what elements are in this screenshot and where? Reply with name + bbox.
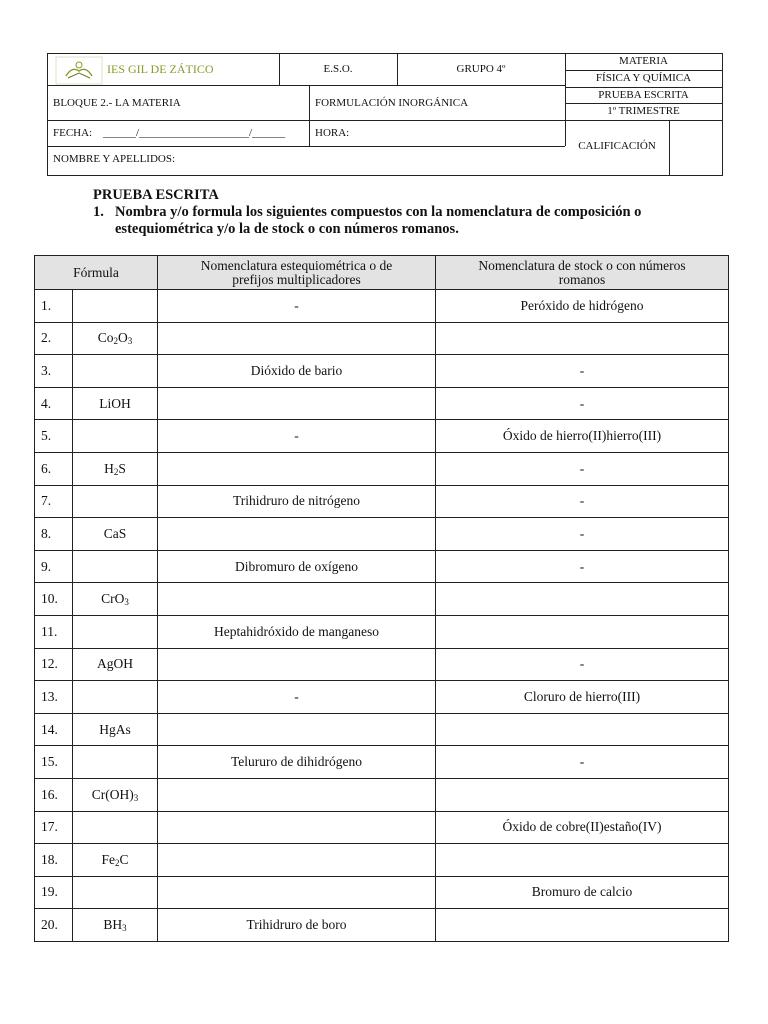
header-table (47, 53, 723, 176)
stock-cell: - (436, 485, 729, 518)
esteq-cell: - (158, 420, 436, 453)
formula-cell (73, 713, 158, 746)
esteq-cell[interactable] (158, 583, 436, 616)
esteq-cell: Dióxido de bario (158, 355, 436, 388)
stock-cell: Bromuro de calcio (436, 876, 729, 909)
question-number: 1. (93, 204, 104, 220)
table-row (35, 876, 729, 909)
stock-cell[interactable] (436, 615, 729, 648)
stock-cell: - (436, 550, 729, 583)
row-number: 16. (35, 778, 73, 811)
esteq-cell: - (158, 290, 436, 323)
formula-cell[interactable] (73, 811, 158, 844)
row-number: 20. (35, 909, 73, 942)
esteq-cell[interactable] (158, 648, 436, 681)
materia-label: MATERIA (619, 55, 668, 67)
table-row (35, 550, 729, 583)
row-number: 15. (35, 746, 73, 779)
nombre-label: NOMBRE Y APELLIDOS: (53, 153, 176, 165)
header-line: Nomenclatura de stock o con números (478, 257, 686, 273)
formula-text: O (118, 330, 128, 346)
row-number: 2. (35, 322, 73, 355)
header-line: Nomenclatura estequiométrica o de (200, 257, 393, 273)
divider (48, 85, 565, 86)
formula-cell[interactable] (73, 746, 158, 779)
divider (565, 70, 722, 71)
formula-cell[interactable] (73, 485, 158, 518)
fecha-field[interactable]: ______/____________________/______ (103, 127, 286, 139)
row-number: 4. (35, 387, 73, 420)
stock-cell: - (436, 746, 729, 779)
formula-cell (73, 452, 158, 485)
formula-subscript: 2 (113, 336, 118, 347)
formula-text: Co (97, 330, 114, 346)
formula-cell[interactable] (73, 615, 158, 648)
divider (48, 146, 565, 147)
formula-cell[interactable] (73, 355, 158, 388)
esteq-cell[interactable] (158, 452, 436, 485)
row-number: 1. (35, 290, 73, 323)
table-row (35, 844, 729, 877)
stock-cell[interactable] (436, 713, 729, 746)
fecha-label: FECHA: (53, 127, 93, 139)
esteq-cell[interactable] (158, 713, 436, 746)
formula-cell[interactable] (73, 681, 158, 714)
group-label: GRUPO 4º (456, 63, 506, 75)
header-stock (436, 256, 729, 290)
bloque-label: BLOQUE 2.- LA MATERIA (53, 97, 181, 109)
table-row (35, 778, 729, 811)
table-row (35, 681, 729, 714)
prueba-label: PRUEBA ESCRITA (598, 89, 689, 101)
esteq-cell[interactable] (158, 844, 436, 877)
table-row (35, 615, 729, 648)
formula-text: C (119, 851, 129, 867)
school-name: IES GIL DE ZÁTICO (107, 62, 214, 76)
header-line: romanos (558, 271, 606, 287)
table-row (35, 811, 729, 844)
formula-subscript: 3 (127, 336, 133, 347)
formula-cell (73, 778, 158, 811)
esteq-cell[interactable] (158, 876, 436, 909)
stock-cell: Peróxido de hidrógeno (436, 290, 729, 323)
formula-cell (73, 322, 158, 355)
stock-cell: - (436, 648, 729, 681)
exercise-intro (93, 187, 642, 237)
esteq-cell: - (158, 681, 436, 714)
esteq-cell: Trihidruro de nitrógeno (158, 485, 436, 518)
formula-subscript: 3 (124, 597, 129, 608)
row-number: 14. (35, 713, 73, 746)
formula-text: H (104, 460, 114, 476)
formula-text: AgOH (97, 656, 133, 672)
formula-text: S (118, 460, 126, 476)
esteq-cell: Telururo de dihidrógeno (158, 746, 436, 779)
esteq-cell[interactable] (158, 387, 436, 420)
formula-cell (73, 518, 158, 551)
trimestre-label: 1º TRIMESTRE (607, 105, 680, 117)
row-number: 3. (35, 355, 73, 388)
formulacion-label: FORMULACIÓN INORGÁNICA (315, 97, 469, 109)
row-number: 7. (35, 485, 73, 518)
formula-cell[interactable] (73, 420, 158, 453)
question-text (115, 204, 695, 238)
question-line: Nombra y/o formula los siguientes compuestos con la nomenclatura de composición o (115, 204, 642, 220)
row-number: 10. (35, 583, 73, 616)
formula-subscript: 2 (114, 857, 120, 868)
formula-subscript: 3 (122, 923, 127, 934)
question-line: estequiométrica y/o la de stock o con números romanos. (115, 221, 459, 237)
table-row (35, 583, 729, 616)
table-row (35, 387, 729, 420)
divider (48, 120, 722, 121)
stock-cell: Óxido de hierro(II)hierro(III) (436, 420, 729, 453)
esteq-cell: Heptahidróxido de manganeso (158, 615, 436, 648)
materia-value: FÍSICA Y QUÍMICA (595, 72, 692, 84)
formula-subscript: 3 (133, 792, 139, 803)
formula-text: CrO (101, 591, 125, 607)
formula-text: HgAs (99, 721, 131, 737)
formula-cell[interactable] (73, 290, 158, 323)
row-number: 19. (35, 876, 73, 909)
formula-text: CaS (103, 525, 127, 541)
formula-text: Fe (101, 851, 115, 867)
table-row (35, 452, 729, 485)
stock-cell: Cloruro de hierro(III) (436, 681, 729, 714)
table-row (35, 648, 729, 681)
divider (669, 120, 670, 175)
stock-cell[interactable] (436, 778, 729, 811)
table-row (35, 746, 729, 779)
row-number: 12. (35, 648, 73, 681)
formula-cell (73, 387, 158, 420)
header-estequiometrica (158, 256, 436, 290)
row-number: 11. (35, 615, 73, 648)
formula-cell (73, 583, 158, 616)
esteq-cell[interactable] (158, 518, 436, 551)
stock-cell[interactable] (436, 322, 729, 355)
divider (565, 103, 722, 104)
row-number: 18. (35, 844, 73, 877)
formula-text: LiOH (99, 395, 131, 411)
header-formula: Fórmula (35, 256, 158, 290)
calificacion-label: CALIFICACIÓN (578, 140, 656, 152)
exam-title: PRUEBA ESCRITA (93, 187, 219, 203)
table-row (35, 485, 729, 518)
stock-cell[interactable] (436, 909, 729, 942)
table-row (35, 355, 729, 388)
formula-text: BH (103, 917, 123, 933)
stock-cell: - (436, 355, 729, 388)
header-line: prefijos multiplicadores (232, 271, 361, 287)
stock-cell: - (436, 452, 729, 485)
row-number: 6. (35, 452, 73, 485)
table-row (35, 290, 729, 323)
stock-cell: - (436, 518, 729, 551)
stock-cell[interactable] (436, 583, 729, 616)
row-number: 8. (35, 518, 73, 551)
table-header-row (35, 256, 729, 290)
stock-cell: Óxido de cobre(II)estaño(IV) (436, 811, 729, 844)
esteq-cell: Dibromuro de oxígeno (158, 550, 436, 583)
table-row (35, 909, 729, 942)
row-number: 17. (35, 811, 73, 844)
formula-subscript: 2 (113, 466, 119, 477)
stock-cell[interactable] (436, 844, 729, 877)
formula-cell (73, 844, 158, 877)
level-label: E.S.O. (323, 63, 353, 75)
hora-label: HORA: (315, 127, 350, 139)
school-logo-icon (54, 56, 104, 85)
row-number: 9. (35, 550, 73, 583)
esteq-cell[interactable] (158, 778, 436, 811)
table-row (35, 713, 729, 746)
table-row (35, 518, 729, 551)
formula-cell (73, 648, 158, 681)
nomenclature-table (34, 255, 729, 942)
table-row (35, 420, 729, 453)
divider (309, 85, 310, 146)
row-number: 13. (35, 681, 73, 714)
esteq-cell[interactable] (158, 811, 436, 844)
formula-text: Cr(OH) (91, 786, 134, 802)
esteq-cell[interactable] (158, 322, 436, 355)
divider (565, 87, 722, 88)
formula-cell (73, 909, 158, 942)
row-number: 5. (35, 420, 73, 453)
formula-cell[interactable] (73, 550, 158, 583)
esteq-cell: Trihidruro de boro (158, 909, 436, 942)
formula-cell[interactable] (73, 876, 158, 909)
stock-cell: - (436, 387, 729, 420)
table-row (35, 322, 729, 355)
